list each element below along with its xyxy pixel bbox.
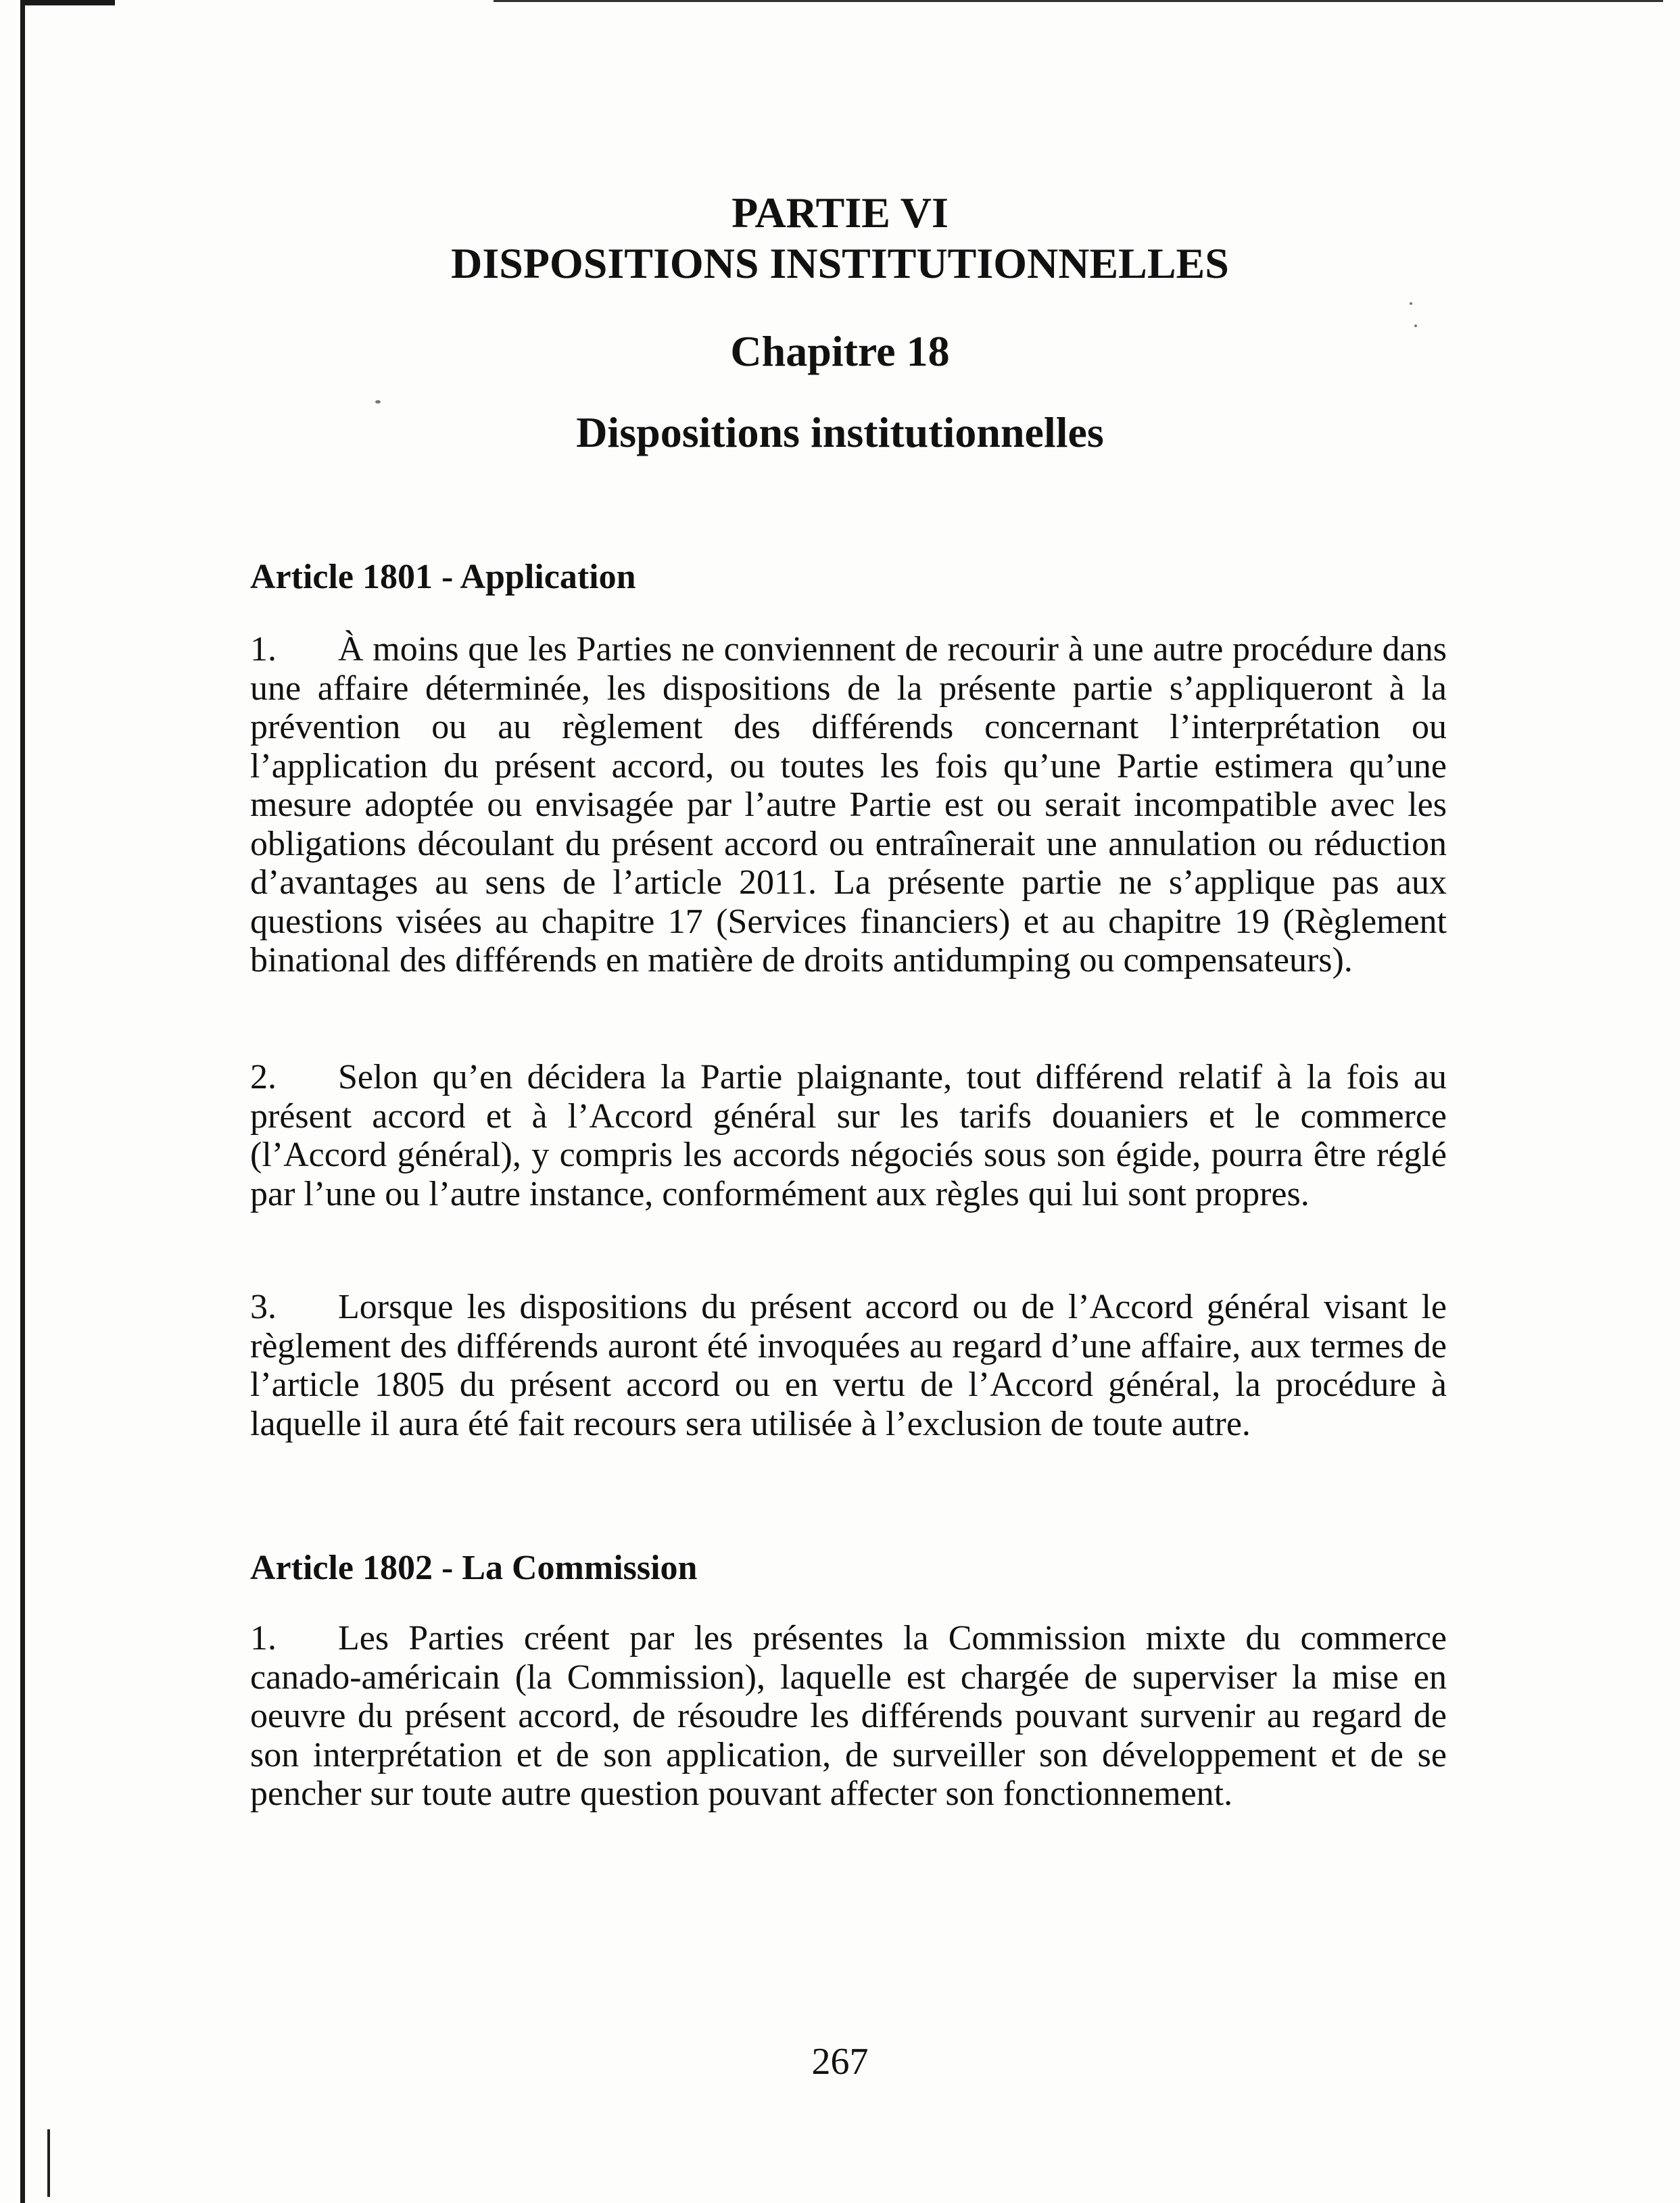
part-label: PARTIE VI	[731, 189, 949, 237]
paragraph	[250, 1288, 1447, 1443]
scan-speck	[375, 400, 381, 404]
paragraph-number: 1.	[250, 630, 277, 669]
paragraph-text: Selon qu’en décidera la Partie plaignante, tout différend relatif à la fois au présent accord et à l’Accord général sur les tarifs douaniers et le commerce (l’Accord général), y compris les accords négociés sous son égide, pourra être réglé par l’une ou l’autre instance, conformément aux règles qui lui sont propres.	[250, 1058, 1447, 1213]
chapter-label: Chapitre 18	[730, 327, 950, 375]
scan-speck	[1410, 302, 1412, 305]
scan-border-top-left	[20, 0, 115, 5]
paragraph-number: 3.	[250, 1288, 277, 1326]
paragraph	[250, 1619, 1447, 1814]
paragraph-text: À moins que les Parties ne conviennent de recourir à une autre procédure dans une affaire déterminée, les dispositions de la présente partie s’appliqueront à la prévention ou au règlement des différends concernant l’interprétation ou l’application du présent accord, ou toutes les fois qu’une Partie estimera qu’une mesure adoptée ou envisagée par l’autre Partie est ou serait incompatible avec les obligations découlant du présent accord ou entraînerait une annulation ou réduction d’avantages au sens de l’article 2011. La présente partie ne s’applique pas aux questions visées au chapitre 17 (Services financiers) et au chapitre 19 (Règlement binational des différends en matière de droits antidumping ou compensateurs).	[250, 630, 1447, 979]
paragraph-number: 1.	[250, 1619, 277, 1657]
paragraph-text: Les Parties créent par les présentes la Commission mixte du commerce canado-américain (la Commission), laquelle est chargée de superviser la mise en oeuvre du présent accord, de résoudre les différends pouvant survenir au regard de son interprétation et de son application, de surveiller son développement et de se pencher sur toute autre question pouvant affecter son fonctionnement.	[250, 1619, 1447, 1813]
article-heading: Article 1802 - La Commission	[250, 1549, 698, 1587]
paragraph	[250, 630, 1447, 980]
article-heading: Article 1801 - Application	[250, 558, 636, 596]
paragraph-text: Lorsque les dispositions du présent accord ou de l’Accord général visant le règlement des différends auront été invoquées au regard d’une affaire, aux termes de l’article 1805 du présent accord ou en vertu de l’Accord général, la procédure à laquelle il aura été fait recours sera utilisée à l’exclusion de toute autre.	[250, 1288, 1447, 1443]
paragraph	[250, 1058, 1447, 1213]
chapter-title: Dispositions institutionnelles	[576, 408, 1104, 456]
scan-mark-bottom-left	[47, 2129, 50, 2197]
scan-speck	[1414, 324, 1417, 327]
paragraph-number: 2.	[250, 1058, 277, 1096]
part-title: DISPOSITIONS INSTITUTIONNELLES	[451, 239, 1229, 287]
scan-border-top	[494, 0, 1663, 2]
page-number: 267	[811, 2041, 869, 2083]
